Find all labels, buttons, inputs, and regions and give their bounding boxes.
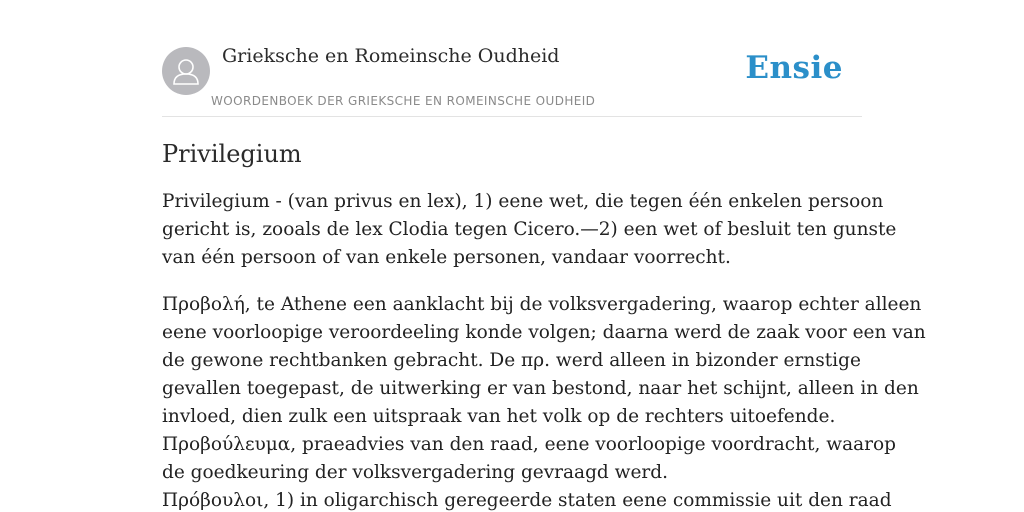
definition-paragraph bbox=[162, 291, 926, 512]
paragraph-line: Πρόβουλοι, 1) in oligarchisch geregeerde staten eene commissie uit den raad bbox=[162, 490, 892, 511]
entry-content bbox=[162, 136, 926, 512]
paragraph-line: gevallen toegepast, de uitwerking er van bestond, naar het schijnt, alleen in den bbox=[162, 378, 919, 399]
header bbox=[162, 0, 862, 117]
entry-title: Privilegium bbox=[162, 140, 302, 168]
paragraph-line: invloed, dien zulk een uitspraak van het volk op de rechters uitoefende. bbox=[162, 406, 836, 427]
paragraph-line: de goedkeuring der volksvergadering gevraagd werd. bbox=[162, 462, 669, 483]
site-title[interactable]: Grieksche en Romeinsche Oudheid bbox=[222, 45, 560, 67]
user-icon bbox=[162, 47, 210, 95]
paragraph-line: eene voorloopige veroordeeling konde volgen; daarna werd de zaak voor een van bbox=[162, 322, 926, 343]
definition-paragraph bbox=[162, 188, 897, 272]
paragraph-line: gericht is, zooals de lex Clodia tegen Cicero.—2) een wet of besluit ten gunste bbox=[162, 219, 897, 240]
site-subtitle[interactable]: WOORDENBOEK DER GRIEKSCHE EN ROMEINSCHE OUDHEID bbox=[211, 94, 596, 108]
brand-logo[interactable]: Ensie bbox=[745, 50, 843, 86]
paragraph-line: Privilegium - (van privus en lex), 1) eene wet, die tegen één enkelen persoon bbox=[162, 191, 884, 212]
paragraph-line: Προβούλευμα, praeadvies van den raad, eene voorloopige voordracht, waarop bbox=[162, 434, 896, 455]
paragraph-line: de gewone rechtbanken gebracht. De πρ. werd alleen in bizonder ernstige bbox=[162, 350, 861, 371]
paragraph-line: Προβολή, te Athene een aanklacht bij de volksvergadering, waarop echter alleen bbox=[162, 294, 922, 315]
avatar[interactable] bbox=[162, 47, 210, 95]
paragraph-line: van één persoon of van enkele personen, vandaar voorrecht. bbox=[162, 247, 731, 268]
